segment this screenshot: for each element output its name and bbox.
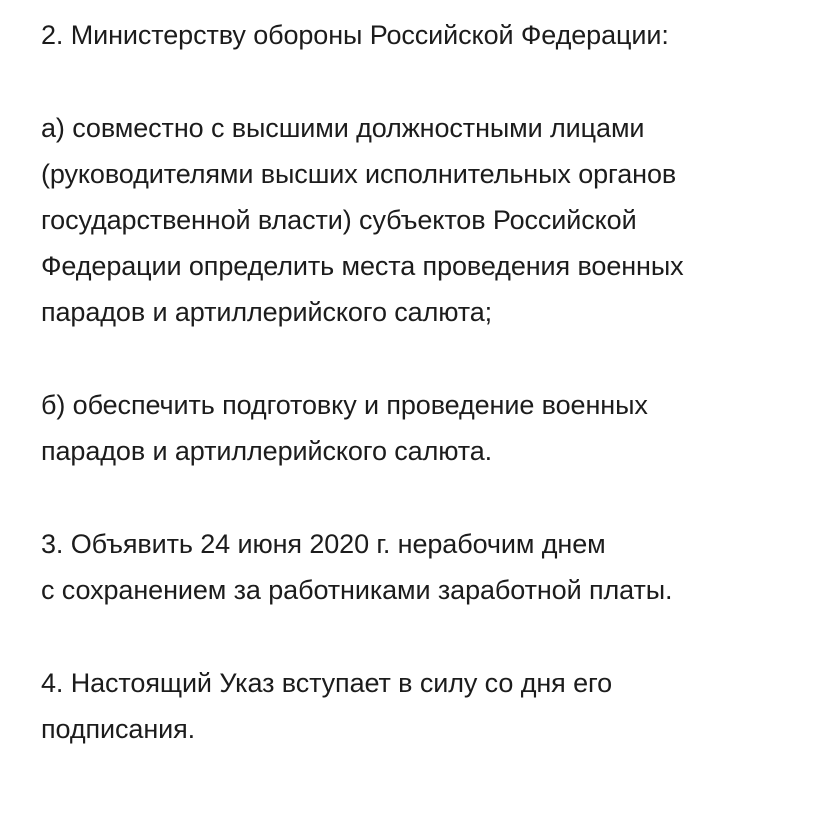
paragraph-gap [41,58,801,105]
text-line: парадов и артиллерийского салюта. [41,436,493,466]
text-line: б) обеспечить подготовку и проведение военных [41,390,648,420]
paragraph-gap [41,335,801,382]
text-line: государственной власти) субъектов Российской [41,205,637,235]
text-line: подписания. [41,714,196,744]
text-line: Федерации определить места проведения военных [41,251,684,281]
item-4-paragraph [41,660,801,752]
item-2b-paragraph [41,382,801,474]
decree-text [41,12,801,752]
text-line: 2. Министерству обороны Российской Федерации: [41,20,669,50]
text-line: 4. Настоящий Указ вступает в силу со дня его [41,668,613,698]
text-line: парадов и артиллерийского салюта; [41,297,493,327]
text-line: а) совместно с высшими должностными лицами [41,113,645,143]
paragraph-gap [41,613,801,660]
paragraph-gap [41,474,801,521]
text-line: 3. Объявить 24 июня 2020 г. нерабочим днем [41,529,606,559]
item-3-paragraph [41,521,801,613]
item-2-heading [41,12,801,58]
text-line: (руководителями высших исполнительных органов [41,159,677,189]
item-2a-paragraph [41,105,801,335]
text-line: с сохранением за работниками заработной платы. [41,575,673,605]
